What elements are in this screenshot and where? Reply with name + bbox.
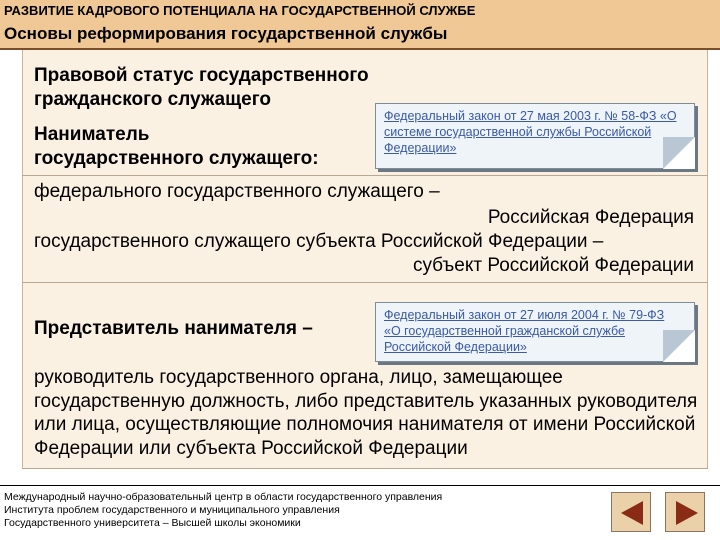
russian-federation-text: Российская Федерация [487,207,694,228]
legal-status-heading [34,64,369,112]
federal-employee-line: федерального государственного служащего – [34,181,440,202]
law-note-79fz[interactable] [375,302,695,362]
law-link-79fz[interactable]: Федеральный закон от 27 июля 2004 г. № 79-ФЗ «О государственной гражданской службе Российской Федерации» [384,308,665,354]
representative-definition: руководитель государственного органа, лицо, замещающее государственную должность, либо представитель указанных руководителя или лица, осуществляющие полномочия нанимателя от имени Российской Федерации или субъекта Российской Федерации [34,367,698,459]
law-link-58fz[interactable]: Федеральный закон от 27 мая 2003 г. № 58-ФЗ «О системе государственной службы Российской Федерации» [384,109,677,155]
footer-line: Государственного университета – Высшей школы экономики [4,517,301,529]
content-bottom-divider [22,468,708,469]
slide-header [0,0,720,48]
legal-status-heading-line: Правовой статус государственного [34,65,369,86]
footer-line: Международный научно-образовательный центр в области государственного управления [4,491,443,503]
triangle-right-icon [676,501,698,525]
triangle-left-icon [621,501,643,525]
regional-employee-line: государственного служащего субъекта Российской Федерации – [34,231,604,252]
section-divider [22,175,708,176]
previous-slide-button[interactable] [611,492,651,532]
employer-label-line: Наниматель [34,124,150,145]
slide-title: РАЗВИТИЕ КАДРОВОГО ПОТЕНЦИАЛА НА ГОСУДАРСТВЕННОЙ СЛУЖБЕ [4,3,476,18]
employer-label [34,123,319,171]
slide-subtitle: Основы реформирования государственной службы [4,24,448,43]
page-curl-icon [663,137,695,169]
page-curl-icon [663,330,695,362]
next-slide-button[interactable] [665,492,705,532]
section-divider [22,282,708,283]
federation-subject-text: субъект Российской Федерации [412,255,694,276]
employer-label-line: государственного служащего: [34,148,319,169]
legal-status-heading-line: гражданского служащего [34,89,271,110]
footer-line: Института проблем государственного и муниципального управления [4,504,340,516]
law-note-58fz[interactable] [375,103,695,169]
representative-label: Представитель нанимателя – [34,318,313,339]
